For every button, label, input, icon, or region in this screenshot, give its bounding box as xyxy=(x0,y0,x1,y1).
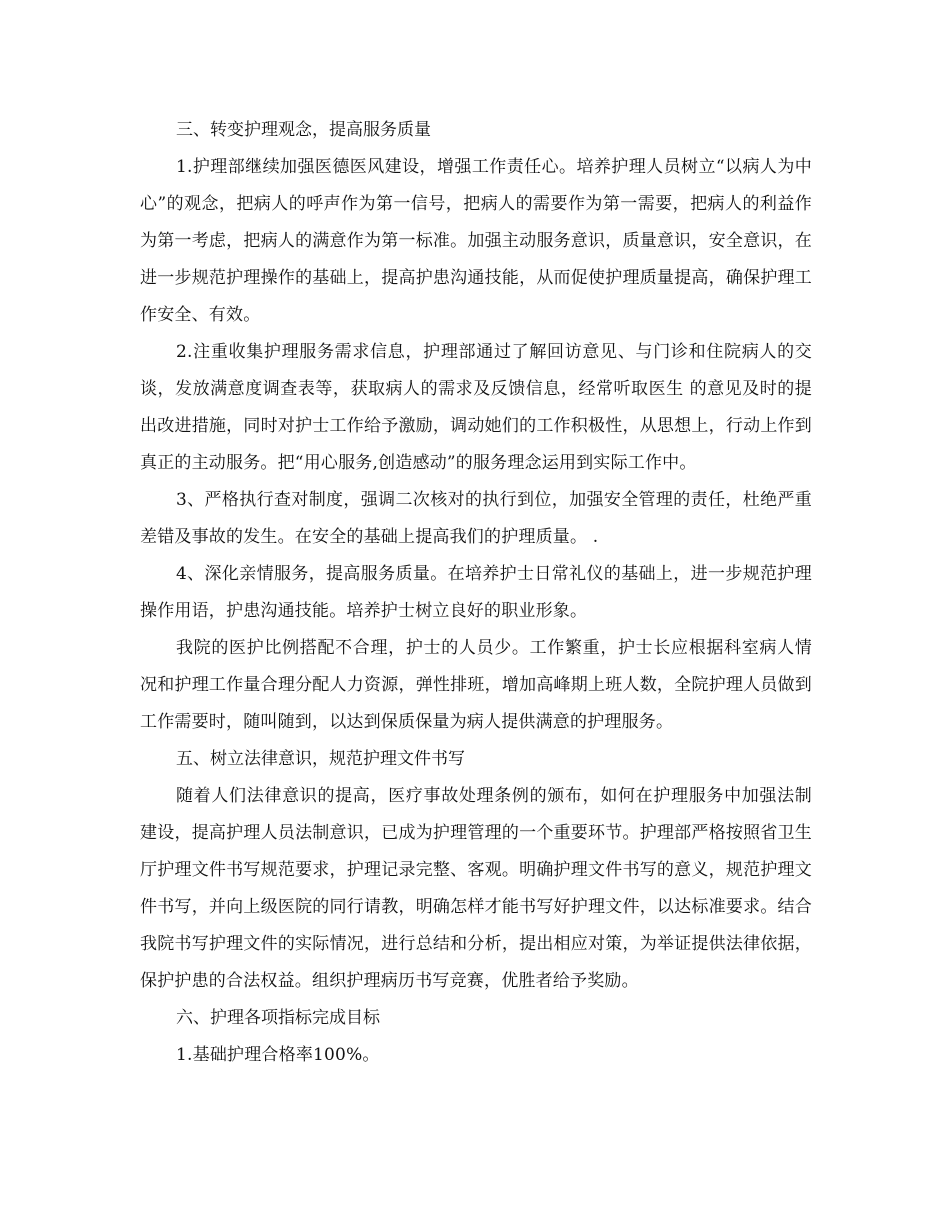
paragraph-item-2: 2.注重收集护理服务需求信息，护理部通过了解回访意见、与门诊和住院病人的交谈，发放满意度调查表等，获取病人的需求及反馈信息，经常听取医生 的意见及时的提出改进措施，同时对护士工作给予激励，调动她们的工作积极性，从思想上，行动上作到真正的主动服务。把“用心服务,创造感动”的服务理念运用到实际工作中。 xyxy=(140,342,812,473)
section-heading-3: 三、转变护理观念，提高服务质量 xyxy=(176,120,431,140)
document-body xyxy=(140,112,812,1074)
section-heading-6: 六、护理各项指标完成目标 xyxy=(176,1008,380,1028)
paragraph-item-1: 1.护理部继续加强医德医风建设，增强工作责任心。培养护理人员树立“以病人为中心”的观念，把病人的呼声作为第一信号，把病人的需要作为第一需要，把病人的利益作为第一考虑，把病人的满意作为第一标准。加强主动服务意识，质量意识，安全意识，在进一步规范护理操作的基础上，提高护患沟通技能，从而促使护理质量提高，确保护理工作安全、有效。 xyxy=(140,157,812,325)
paragraph-item-4: 4、深化亲情服务，提高服务质量。在培养护士日常礼仪的基础上，进一步规范护理操作用语，护患沟通技能。培养护士树立良好的职业形象。 xyxy=(140,564,812,621)
paragraph-staffing: 我院的医护比例搭配不合理，护士的人员少。工作繁重，护士长应根据科室病人情况和护理工作量合理分配人力资源，弹性排班，增加高峰期上班人数，全院护理人员做到工作需要时，随叫随到，以达到保质保量为病人提供满意的护理服务。 xyxy=(140,638,812,732)
paragraph-legal: 随着人们法律意识的提高，医疗事故处理条例的颁布，如何在护理服务中加强法制建设，提高护理人员法制意识，已成为护理管理的一个重要环节。护理部严格按照省卫生厅护理文件书写规范要求，护理记录完整、客观。明确护理文件书写的意义，规范护理文件书写，并向上级医院的同行请教，明确怎样才能书写好护理文件，以达标准要求。结合我院书写护理文件的实际情况，进行总结和分析，提出相应对策，为举证提供法律依据，保护护患的合法权益。组织护理病历书写竞赛，优胜者给予奖励。 xyxy=(140,786,812,991)
paragraph-target-1: 1.基础护理合格率100%。 xyxy=(176,1045,380,1065)
paragraph-item-3: 3、严格执行查对制度，强调二次核对的执行到位，加强安全管理的责任，杜绝严重差错及事故的发生。在安全的基础上提高我们的护理质量。 . xyxy=(140,490,812,547)
section-heading-5: 五、树立法律意识，规范护理文件书写 xyxy=(176,749,465,769)
